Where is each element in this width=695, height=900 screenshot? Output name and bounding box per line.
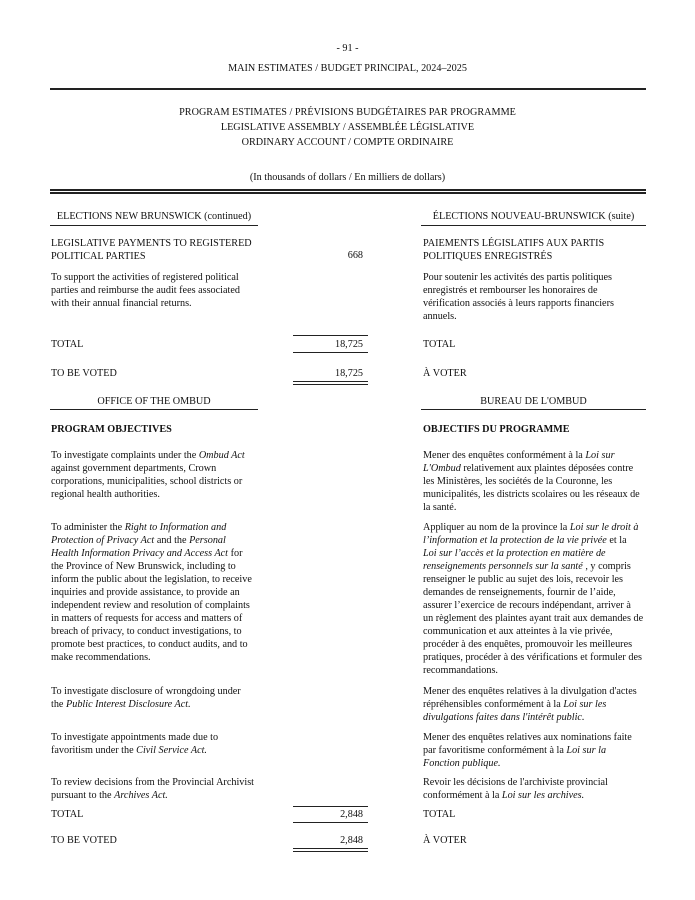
ombud-total-label-fr: TOTAL — [423, 809, 456, 820]
elections-heading-fr: ÉLECTIONS NOUVEAU-BRUNSWICK (suite) — [432, 211, 635, 222]
elections-total-top-rule — [293, 335, 368, 336]
text-run: To investigate complaints under the — [51, 450, 199, 461]
text-line: un règlement des plaintes ayant trait aux demandes de — [423, 613, 644, 624]
text-run: Mener des enquêtes conformément à la — [423, 450, 586, 461]
act-title: Ombud Act — [198, 450, 245, 461]
payments-title-en-line2: POLITICAL PARTIES — [51, 251, 146, 262]
text-line: To review decisions from the Provincial Archivist — [51, 777, 254, 788]
text-run: for — [228, 548, 243, 559]
act-title: Loi sur la — [566, 745, 607, 756]
elections-heading-fr-rule — [421, 225, 646, 226]
desc-line: annuels. — [423, 311, 457, 322]
ombud-voted-rule-2 — [293, 851, 368, 852]
text-line: regional health authorities. — [51, 489, 160, 500]
elections-total-value: 18,725 — [334, 339, 363, 350]
objective-2-fr — [423, 521, 643, 677]
ombud-total-bottom-rule — [293, 822, 368, 823]
ombud-voted-value: 2,848 — [340, 835, 363, 846]
payments-title-fr-line1: PAIEMENTS LÉGISLATIFS AUX PARTIS — [423, 238, 605, 249]
text-line: communication et aux atteintes à la vie privée, — [423, 626, 613, 637]
desc-line: To support the activities of registered political — [51, 272, 239, 283]
text-line: independent review and resolution of complaints — [51, 600, 250, 611]
text-line: les Ministères, les sociétés de la Couronne, les — [423, 476, 613, 487]
elections-heading-en: ELECTIONS NEW BRUNSWICK (continued) — [56, 211, 252, 222]
objective-1-fr — [423, 449, 640, 514]
objective-3-fr — [423, 685, 637, 724]
text-line: against government departments, Crown — [51, 463, 217, 474]
act-title: Protection of Privacy Act — [51, 535, 155, 546]
act-title: renseignements personnels sur la santé — [423, 561, 583, 572]
text-line: assurer l’exercice de recours indépendant, arriver à — [423, 600, 631, 611]
text-run: and the — [154, 535, 190, 546]
objective-3-en — [51, 685, 241, 711]
text-run: To administer the — [51, 522, 125, 533]
act-title: L'Ombud — [423, 463, 461, 474]
act-title: Personal — [189, 535, 226, 546]
act-title: Public Interest Disclosure Act. — [66, 699, 191, 710]
program-objectives-en: PROGRAM OBJECTIVES — [51, 424, 172, 435]
text-run: conformément à la — [423, 790, 502, 801]
text-line: Mener des enquêtes relatives aux nominations faite — [423, 732, 632, 743]
payments-title-en-line1: LEGISLATIVE PAYMENTS TO REGISTERED — [51, 238, 252, 249]
objective-2-en — [51, 521, 252, 664]
header-line3: ORDINARY ACCOUNT / COMPTE ORDINAIRE — [241, 137, 454, 148]
text-line: renseigner le public au sujet des lois, recevoir les — [423, 574, 624, 585]
objective-1-en — [51, 449, 245, 501]
program-objectives-fr: OBJECTIFS DU PROGRAMME — [423, 424, 570, 435]
payments-title-fr-line2: POLITIQUES ENREGISTRÉS — [423, 251, 553, 262]
payments-value: 668 — [347, 250, 363, 261]
ombud-heading-en-rule — [50, 409, 258, 410]
text-line: in matters of requests for access and matters of — [51, 613, 243, 624]
text-run: relativement aux plaintes déposées contre — [460, 463, 634, 474]
header-rule-1 — [50, 189, 646, 191]
text-run: favoritism under the — [51, 745, 137, 756]
running-title: MAIN ESTIMATES / BUDGET PRINCIPAL, 2024–2025 — [228, 63, 467, 74]
ombud-voted-label-fr: À VOTER — [423, 835, 467, 846]
text-line: municipalités, les districts scolaires ou les réseaux de — [423, 489, 640, 500]
text-line: the Province of New Brunswick, including to — [51, 561, 236, 572]
desc-line: with their annual financial returns. — [51, 298, 192, 309]
elections-heading-en-rule — [50, 225, 258, 226]
act-title: Loi sur le droit à — [569, 522, 639, 533]
desc-line: vérification associés à leurs rapports financiers — [423, 298, 614, 309]
header-line1: PROGRAM ESTIMATES / PRÉVISIONS BUDGÉTAIRES PAR PROGRAMME — [179, 107, 516, 118]
ombud-total-top-rule — [293, 806, 368, 807]
header-rule-2 — [50, 192, 646, 194]
objective-5-fr — [423, 776, 608, 802]
header-line2: LEGISLATIVE ASSEMBLY / ASSEMBLÉE LÉGISLATIVE — [220, 122, 475, 133]
text-line: pratiques, procéder à des vérifications et formuler des — [423, 652, 642, 663]
act-title: divulgations faites dans l'intérêt public. — [423, 712, 585, 723]
text-line: corporations, municipalities, school districts or — [51, 476, 243, 487]
ombud-heading-en: OFFICE OF THE OMBUD — [97, 396, 211, 407]
payments-title-fr — [423, 237, 604, 263]
text-line: breach of privacy, to conduct investigations, to — [51, 626, 242, 637]
objective-5-en — [51, 776, 254, 802]
desc-line: Pour soutenir les activités des partis politiques — [423, 272, 613, 283]
text-line: inform the public about the legislation, to receive — [51, 574, 252, 585]
text-line: inquiries and provide assistance, to provide an — [51, 587, 240, 598]
text-line: make recommendations. — [51, 652, 151, 663]
text-line: Mener des enquêtes relatives à la divulgation d'actes — [423, 686, 637, 697]
text-run: pursuant to the — [51, 790, 115, 801]
top-rule — [50, 88, 646, 90]
desc-line: parties and reimburse the audit fees associated — [51, 285, 240, 296]
text-run: et la — [606, 535, 627, 546]
text-line: la santé. — [423, 502, 457, 513]
ombud-voted-label-en: TO BE VOTED — [51, 835, 117, 846]
page-number: - 91 - — [336, 43, 359, 54]
payments-desc-en — [51, 271, 240, 310]
ombud-heading-fr-rule — [421, 409, 646, 410]
act-title: Fonction publique. — [423, 758, 501, 769]
elections-voted-label-fr: À VOTER — [423, 368, 467, 379]
text-run: the — [51, 699, 66, 710]
act-title: Health Information Privacy and Access Act — [51, 548, 229, 559]
ombud-total-label-en: TOTAL — [51, 809, 84, 820]
act-title: Loi sur l’accès et la protection en matière de — [423, 548, 606, 559]
act-title: Loi sur les archives. — [501, 790, 585, 801]
text-line: promote best practices, to conduct audits, and to — [51, 639, 248, 650]
ombud-heading-fr: BUREAU DE L'OMBUD — [480, 396, 587, 407]
text-line: To investigate appointments made due to — [51, 732, 219, 743]
ombud-voted-rule-1 — [293, 848, 368, 849]
act-title: Archives Act. — [114, 790, 168, 801]
text-line: demandes de renseignements, fournir de l’aide, — [423, 587, 616, 598]
units-note: (In thousands of dollars / En milliers de dollars) — [249, 172, 446, 183]
act-title: Loi sur — [585, 450, 615, 461]
text-run: Appliquer au nom de la province la — [423, 522, 570, 533]
text-line: recommandations. — [423, 665, 498, 676]
act-title: Civil Service Act. — [136, 745, 207, 756]
text-line: Revoir les décisions de l'archiviste provincial — [423, 777, 608, 788]
act-title: l’information et la protection de la vie privée — [423, 535, 607, 546]
text-line: To investigate disclosure of wrongdoing under — [51, 686, 241, 697]
text-run: par favoritisme conformément à la — [423, 745, 567, 756]
act-title: Right to Information and — [124, 522, 227, 533]
text-run: répréhensibles conformément à la — [423, 699, 564, 710]
payments-desc-fr — [423, 271, 614, 323]
ombud-total-value: 2,848 — [340, 809, 363, 820]
elections-voted-rule-1 — [293, 381, 368, 382]
objective-4-fr — [423, 731, 632, 770]
elections-total-label-fr: TOTAL — [423, 339, 456, 350]
elections-voted-value: 18,725 — [334, 368, 363, 379]
payments-title-en — [51, 237, 252, 263]
act-title: Loi sur les — [563, 699, 607, 710]
elections-total-label-en: TOTAL — [51, 339, 84, 350]
text-run: , y compris — [582, 561, 631, 572]
desc-line: enregistrés et rembourser les honoraires de — [423, 285, 598, 296]
elections-voted-label-en: TO BE VOTED — [51, 368, 117, 379]
elections-voted-rule-2 — [293, 384, 368, 385]
objective-4-en — [51, 731, 218, 757]
text-line: procéder à des enquêtes, promouvoir les meilleures — [423, 639, 633, 650]
elections-total-bottom-rule — [293, 352, 368, 353]
